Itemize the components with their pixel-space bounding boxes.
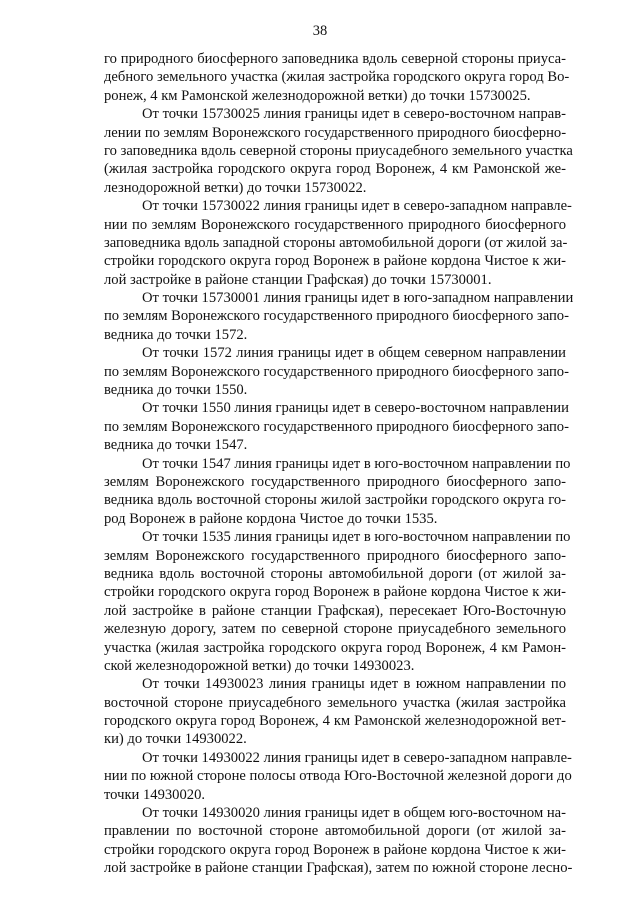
paragraph bbox=[104, 197, 572, 289]
text-line: ведника до точки 1547. bbox=[104, 437, 248, 454]
text-line: От точки 14930023 линия границы идет в южном направлении по bbox=[142, 676, 566, 693]
text-line: От точки 14930022 линия границы идет в северо-западном направле- bbox=[142, 749, 572, 766]
text-line: От точки 15730001 линия границы идет в юго-западном направлении bbox=[142, 290, 574, 307]
text-line: стройки городского округа город Воронеж в районе кордона Чистое к жи- bbox=[104, 584, 566, 601]
text-line: ской железнодорожной ветки) до точки 14930023. bbox=[104, 657, 415, 674]
text-line: ки) до точки 14930022. bbox=[104, 731, 247, 748]
text-line: ведника вдоль восточной стороны жилой застройки городского округа го- bbox=[104, 492, 566, 509]
text-line: От точки 1550 линия границы идет в северо-восточном направлении bbox=[142, 400, 569, 417]
text-line: От точки 15730025 линия границы идет в северо-восточном направ- bbox=[142, 106, 566, 123]
text-line: От точки 1572 линия границы идет в общем северном направлении bbox=[142, 345, 566, 362]
text-line: землям Воронежского государственного природного биосферного запо- bbox=[104, 473, 566, 490]
text-line: правлении по восточной стороне автомобильной дороги (от жилой за- bbox=[104, 823, 566, 840]
text-line: землям Воронежского государственного природного биосферного запо- bbox=[104, 547, 566, 564]
paragraph bbox=[104, 399, 569, 454]
text-line: род Воронеж в районе кордона Чистое до точки 1535. bbox=[104, 510, 438, 527]
text-line: лой застройке в районе станции Графская), пересекает Юго-Восточную bbox=[104, 602, 566, 619]
text-line: нии по южной стороне полосы отвода Юго-Восточной железной дороги до bbox=[104, 768, 572, 785]
paragraph bbox=[104, 804, 573, 878]
text-line: го природного биосферного заповедника вдоль северной стороны приуса- bbox=[104, 51, 566, 67]
text-line: лой застройке в районе станции Графская) до точки 15730001. bbox=[104, 271, 492, 288]
text-line: по землям Воронежского государственного природного биосферного запо- bbox=[104, 418, 569, 435]
paragraph bbox=[104, 749, 572, 804]
paragraph bbox=[104, 344, 569, 399]
text-line: стройки городского округа город Воронеж в районе кордона Чистое к жи- bbox=[104, 841, 566, 858]
text-line: стройки городского округа город Воронеж в районе кордона Чистое к жи- bbox=[104, 253, 566, 270]
document-body bbox=[104, 50, 574, 878]
text-line: восточной стороне приусадебного земельного участка (жилая застройка bbox=[104, 694, 566, 711]
text-line: дебного земельного участка (жилая застройка городского округа город Во- bbox=[104, 69, 570, 86]
text-line: От точки 15730022 линия границы идет в северо-западном направле- bbox=[142, 198, 572, 215]
text-line: От точки 1535 линия границы идет в юго-восточном направлении по bbox=[142, 529, 571, 546]
page-number: 38 bbox=[312, 23, 328, 39]
text-line: городского округа город Воронеж, 4 км Рамонской железнодорожной вет- bbox=[104, 713, 566, 730]
text-line: точки 14930020. bbox=[104, 786, 206, 803]
text-line: лении по землям Воронежского государственного природного биосферно- bbox=[104, 124, 567, 141]
text-line: От точки 14930020 линия границы идет в общем юго-восточном на- bbox=[142, 805, 566, 822]
paragraph bbox=[104, 528, 571, 675]
paragraph bbox=[104, 50, 570, 105]
text-line: участка (жилая застройка городского округа город Воронеж, 4 км Рамон- bbox=[104, 639, 566, 656]
text-line: по землям Воронежского государственного природного биосферного запо- bbox=[104, 363, 569, 380]
text-line: заповедника вдоль западной стороны автомобильной дороги (от жилой за- bbox=[104, 234, 568, 251]
text-line: нии по землям Воронежского государственного природного биосферного bbox=[104, 216, 566, 233]
text-line: ронеж, 4 км Рамонской железнодорожной ветки) до точки 15730025. bbox=[104, 87, 531, 104]
paragraph bbox=[104, 105, 573, 197]
text-line: ведника до точки 1572. bbox=[104, 326, 248, 343]
text-line: лезнодорожной ветки) до точки 15730022. bbox=[104, 179, 367, 196]
text-line: лой застройке в районе станции Графская), затем по южной стороне лесно- bbox=[104, 860, 573, 877]
text-line: ведника вдоль восточной стороны автомобильной дороги (от жилой за- bbox=[104, 565, 566, 582]
text-line: по землям Воронежского государственного природного биосферного запо- bbox=[104, 308, 569, 325]
text-line: железную дорогу, затем по северной стороне приусадебного земельного bbox=[104, 621, 566, 638]
paragraph bbox=[104, 289, 574, 344]
text-line: (жилая застройка городского округа город Воронеж, 4 км Рамонской же- bbox=[104, 161, 566, 178]
paragraph bbox=[104, 675, 566, 749]
paragraph bbox=[104, 455, 571, 529]
text-line: го заповедника вдоль северной стороны приусадебного земельного участка bbox=[104, 142, 573, 159]
text-line: ведника до точки 1550. bbox=[104, 382, 248, 399]
text-line: От точки 1547 линия границы идет в юго-восточном направлении по bbox=[142, 455, 571, 472]
